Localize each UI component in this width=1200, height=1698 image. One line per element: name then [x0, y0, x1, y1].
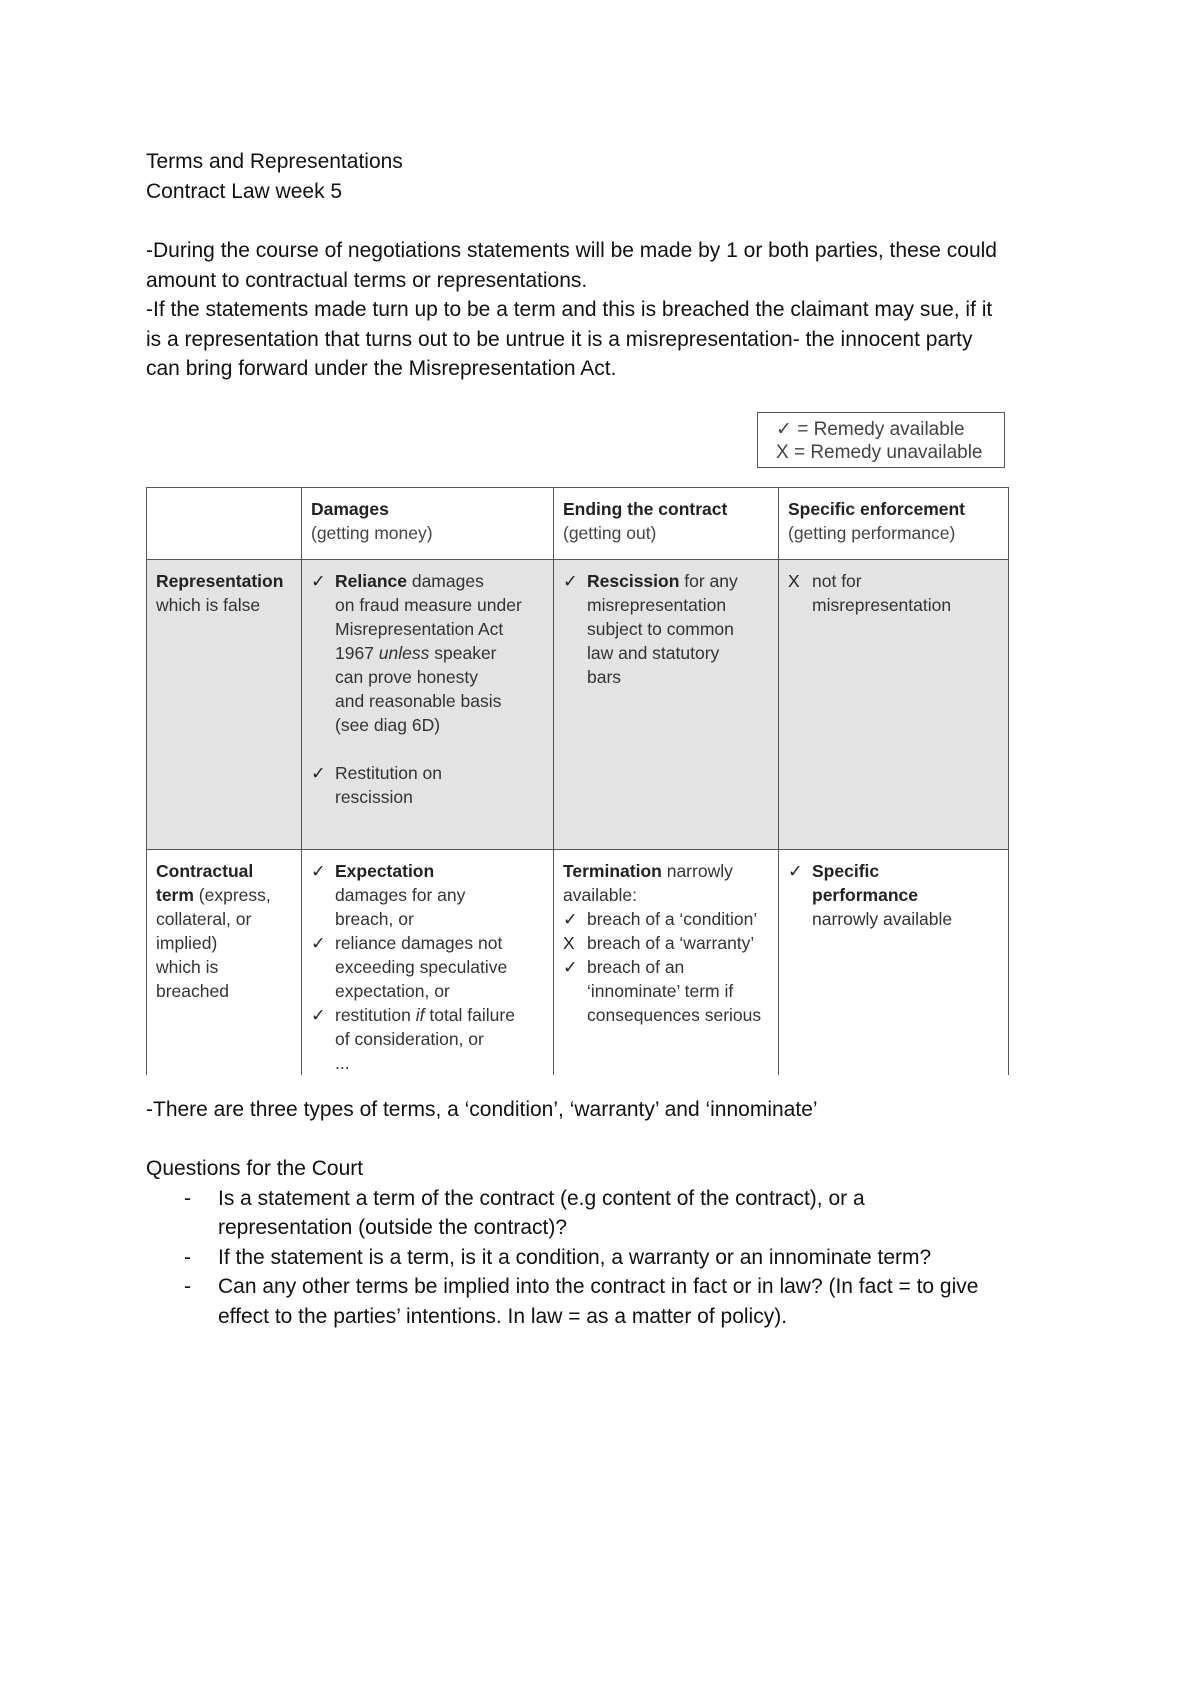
check-icon: ✓: [311, 933, 326, 953]
rep-label-bold: Representation: [156, 571, 284, 591]
question-line: If the statement is a term, is it a condition, a warranty or an innominate term?: [218, 1245, 932, 1269]
rep-label-rest: which is false: [156, 595, 261, 615]
con-ending-line: [563, 859, 769, 883]
rep-damages-speaker: speaker: [429, 643, 497, 663]
header-specific-sub: (getting performance): [788, 523, 956, 543]
intro-line: -During the course of negotiations statements will be made by 1 or both parties, these could: [146, 239, 997, 262]
header-ending-sub: (getting out): [563, 523, 657, 543]
rep-ending-line: bars: [587, 667, 622, 687]
intro-line: can bring forward under the Misrepresentation Act.: [146, 357, 617, 380]
con-label-express: (express,: [193, 885, 271, 905]
rep-ending-item: [563, 569, 769, 593]
check-icon: ✓: [311, 1005, 326, 1025]
rep-restitution-line: rescission: [335, 787, 413, 807]
rep-damages-line: (see diag 6D): [335, 715, 441, 735]
con-restitution-post: total failure: [424, 1005, 515, 1025]
con-damages-line: exceeding speculative: [335, 957, 508, 977]
questions-heading: Questions for the Court: [146, 1157, 364, 1180]
list-item: [146, 1243, 1076, 1273]
header-empty-cell: [147, 488, 302, 560]
con-reliance-item: [311, 931, 544, 955]
question-line: Can any other terms be implied into the contract in fact or in law? (In fact = to give: [218, 1275, 979, 1298]
check-icon: ✓: [311, 571, 326, 591]
con-damages-line: ...: [335, 1053, 350, 1073]
table-row-contractual-term: [147, 850, 1009, 1076]
con-specific-line: narrowly available: [812, 909, 953, 929]
header-specific-title: Specific enforcement: [788, 499, 965, 519]
con-ending-item: [563, 931, 769, 955]
con-restitution-if: if: [415, 1005, 425, 1025]
con-ending-text: narrowly: [661, 861, 733, 881]
rep-specific-line: misrepresentation: [812, 595, 952, 615]
dash-bullet: -: [184, 1275, 191, 1298]
question-line: Is a statement a term of the contract (e.g content of the contract), or a: [218, 1186, 865, 1210]
con-restitution-pre: restitution: [335, 1005, 416, 1025]
rep-label-cell: [147, 560, 302, 850]
term-types-paragraph: -There are three types of terms, a ‘condition’, ‘warranty’ and ‘innominate’: [146, 1098, 818, 1121]
check-icon: ✓: [788, 861, 803, 881]
remedy-legend: [757, 412, 1005, 468]
con-specific-bold: Specific: [812, 861, 880, 881]
rep-damages-unless: unless: [378, 643, 430, 663]
con-label-bold: Contractual: [156, 861, 254, 881]
dash-bullet: -: [184, 1186, 191, 1210]
con-label-cell: [147, 850, 302, 1076]
list-item: [146, 1272, 1076, 1331]
rep-restitution-text: Restitution on: [335, 763, 443, 783]
title-line: Terms and Representations: [146, 150, 403, 173]
question-line: effect to the parties’ intentions. In law = as a matter of policy).: [218, 1304, 788, 1328]
cross-icon: X: [563, 933, 575, 953]
con-ending-cell: [554, 850, 779, 1076]
con-specific-bold: performance: [812, 885, 919, 905]
legend-unavailable: X = Remedy unavailable: [776, 442, 983, 463]
con-damages-cell: [302, 850, 554, 1076]
con-ending-item-text: breach of a ‘warranty’: [587, 933, 755, 953]
rep-damages-line: [311, 641, 544, 665]
spacer: [311, 737, 544, 761]
rep-specific-item: [788, 569, 999, 593]
con-ending-item: [563, 955, 769, 979]
con-label-term: term: [156, 885, 194, 905]
rep-damages-year: 1967: [335, 643, 379, 663]
con-specific-item: [788, 859, 999, 883]
con-damages-line: expectation, or: [335, 981, 450, 1001]
rep-damages-bold: Reliance: [335, 571, 407, 591]
con-ending-bold: Termination: [563, 861, 662, 881]
header-damages: [302, 488, 554, 560]
rep-damages-item: [311, 569, 544, 593]
document-title: [146, 147, 1076, 206]
subtitle-line: Contract Law week 5: [146, 179, 343, 203]
header-ending-title: Ending the contract: [563, 499, 728, 519]
check-icon: ✓: [311, 763, 326, 783]
check-icon: ✓: [563, 957, 578, 977]
rep-damages-line: can prove honesty: [335, 667, 479, 687]
check-icon: ✓: [563, 571, 578, 591]
rep-damages-line: and reasonable basis: [335, 691, 502, 711]
intro-line: amount to contractual terms or representations.: [146, 268, 588, 292]
con-damages-line: breach, or: [335, 909, 414, 929]
header-damages-sub: (getting money): [311, 523, 433, 543]
rep-ending-text: for any: [679, 571, 738, 591]
rep-ending-line: law and statutory: [587, 643, 720, 663]
rep-specific-cell: [779, 560, 1009, 850]
con-ending-line: available:: [563, 885, 637, 905]
con-expectation-bold: Expectation: [335, 861, 435, 881]
con-ending-item-text: breach of an: [587, 957, 685, 977]
list-item: [146, 1184, 1076, 1243]
header-ending: [554, 488, 779, 560]
con-label-line: implied): [156, 933, 218, 953]
con-damages-line: damages for any: [335, 885, 466, 905]
table-row-representation: [147, 560, 1009, 850]
intro-line: -If the statements made turn up to be a term and this is breached the claimant may sue, if it: [146, 298, 993, 321]
con-ending-line: consequences serious: [587, 1005, 762, 1025]
con-ending-line: ‘innominate’ term if: [587, 981, 734, 1001]
rep-damages-line: Misrepresentation Act: [335, 619, 504, 639]
con-label-line: breached: [156, 981, 229, 1001]
rep-ending-bold: Rescission: [587, 571, 680, 591]
con-ending-item: [563, 907, 769, 931]
con-ending-item-text: breach of a ‘condition’: [587, 909, 758, 929]
con-label-line: which is: [156, 957, 219, 977]
con-label-line: collateral, or: [156, 909, 252, 929]
con-label-line: [156, 883, 292, 907]
cross-icon: X: [788, 571, 800, 591]
intro-paragraph: [146, 236, 1076, 384]
con-specific-cell: [779, 850, 1009, 1076]
con-restitution-item: [311, 1003, 544, 1027]
rep-ending-cell: [554, 560, 779, 850]
rep-damages-text: damages: [406, 571, 484, 591]
legend-available: ✓ = Remedy available: [776, 419, 965, 440]
rep-damages-line: on fraud measure under: [335, 595, 522, 615]
table-header-row: [147, 488, 1009, 560]
check-icon: ✓: [563, 909, 578, 929]
con-damages-line: of consideration, or: [335, 1029, 484, 1049]
rep-ending-line: misrepresentation: [587, 595, 727, 615]
rep-restitution-item: [311, 761, 544, 785]
header-damages-title: Damages: [311, 499, 389, 519]
question-line: representation (outside the contract)?: [218, 1216, 568, 1239]
check-icon: ✓: [311, 861, 326, 881]
con-reliance-text: reliance damages not: [335, 933, 503, 953]
con-expectation-item: [311, 859, 544, 883]
remedies-table: [146, 487, 1009, 1075]
questions-list: [146, 1184, 1076, 1332]
questions-section: [146, 1154, 1076, 1331]
rep-ending-line: subject to common: [587, 619, 734, 639]
header-specific: [779, 488, 1009, 560]
rep-damages-cell: [302, 560, 554, 850]
dash-bullet: -: [184, 1245, 191, 1269]
rep-specific-text: not for: [812, 571, 862, 591]
intro-line: is a representation that turns out to be untrue it is a misrepresentation- the innocent party: [146, 327, 973, 351]
